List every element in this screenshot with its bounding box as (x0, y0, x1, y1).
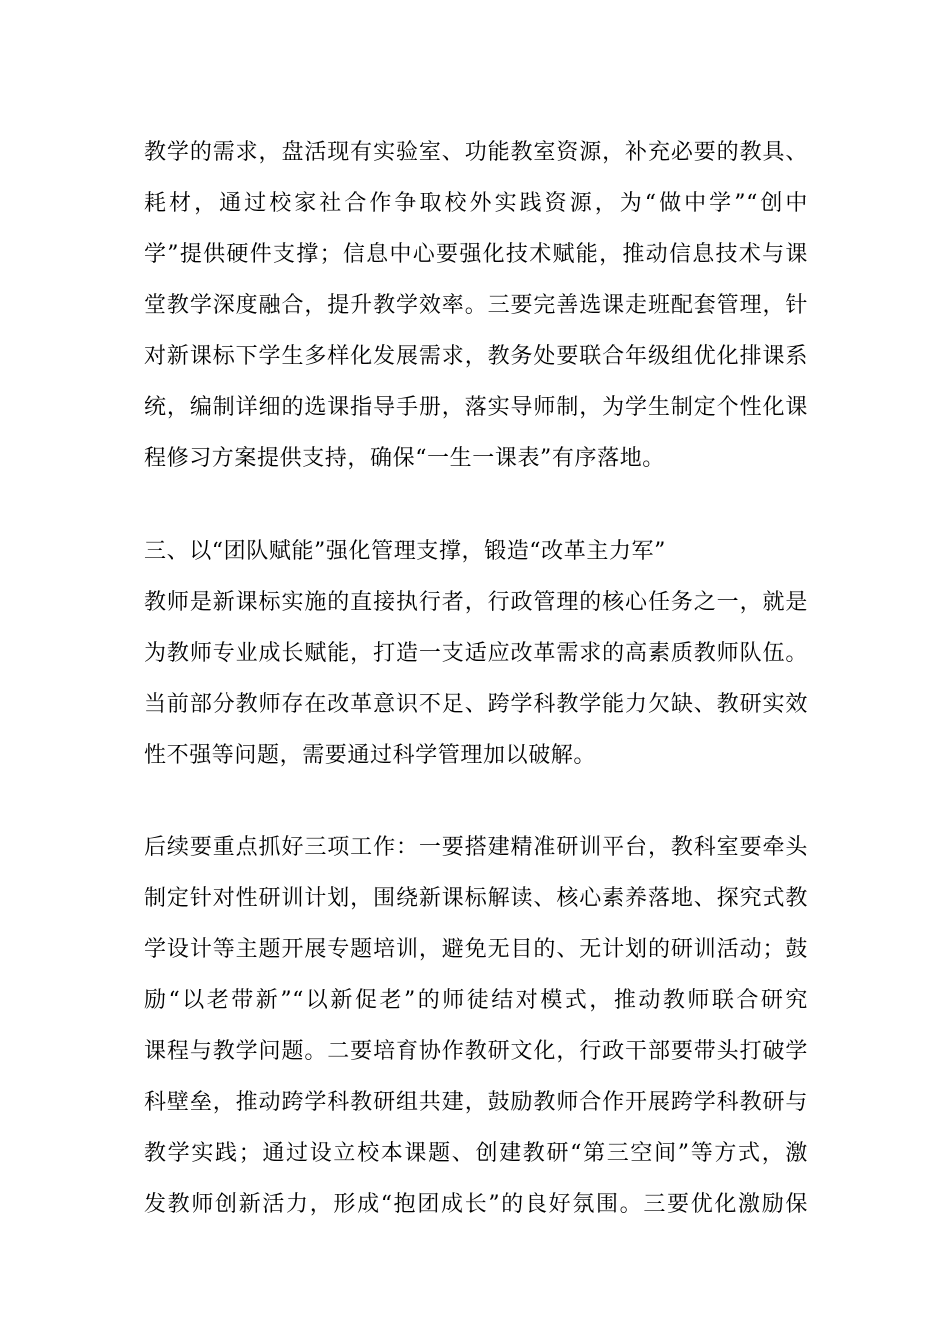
paragraph-teachers (144, 577, 808, 781)
paragraph-line: 教学实践；通过设立校本课题、创建教研“第三空间”等方式，激 (144, 1141, 808, 1166)
paragraph-line: 性不强等问题，需要通过科学管理加以破解。 (144, 743, 597, 768)
paragraph-line: 对新课标下学生多样化发展需求，教务处要联合年级组优化排课系 (144, 344, 808, 369)
paragraph-line: 统，编制详细的选课指导手册，落实导师制，为学生制定个性化课 (144, 395, 808, 420)
section-heading-text: 三、以“团队赋能”强化管理支撑，锻造“改革主力军” (144, 539, 666, 564)
paragraph-followup (144, 822, 808, 1230)
paragraph-line: 学”提供硬件支撑；信息中心要强化技术赋能，推动信息技术与课 (144, 242, 808, 267)
paragraph-line: 教师是新课标实施的直接执行者，行政管理的核心任务之一，就是 (144, 590, 808, 615)
paragraph-line: 耗材，通过校家社合作争取校外实践资源，为“做中学”“创中 (144, 191, 808, 216)
paragraph-line: 制定针对性研训计划，围绕新课标解读、核心素养落地、探究式教 (144, 886, 808, 911)
paragraph-line: 学设计等主题开展专题培训，避免无目的、无计划的研训活动；鼓 (144, 937, 808, 962)
section-heading (144, 526, 808, 577)
paragraph-line: 程修习方案提供支持，确保“一生一课表”有序落地。 (144, 446, 665, 471)
paragraph-line: 堂教学深度融合，提升教学效率。三要完善选课走班配套管理，针 (144, 293, 808, 318)
paragraph-line: 为教师专业成长赋能，打造一支适应改革需求的高素质教师队伍。 (144, 641, 808, 666)
paragraph-line: 课程与教学问题。二要培育协作教研文化，行政干部要带头打破学 (144, 1039, 808, 1064)
paragraph-resources (144, 127, 808, 484)
paragraph-line: 励“以老带新”“以新促老”的师徒结对模式，推动教师联合研究 (144, 988, 808, 1013)
paragraph-line: 教学的需求，盘活现有实验室、功能教室资源，补充必要的教具、 (144, 140, 808, 165)
paragraph-line: 发教师创新活力，形成“抱团成长”的良好氛围。三要优化激励保 (144, 1192, 808, 1217)
paragraph-line: 科壁垒，推动跨学科教研组共建，鼓励教师合作开展跨学科教研与 (144, 1090, 808, 1115)
paragraph-line: 当前部分教师存在改革意识不足、跨学科教学能力欠缺、教研实效 (144, 692, 808, 717)
paragraph-line: 后续要重点抓好三项工作：一要搭建精准研训平台，教科室要牵头 (144, 835, 808, 860)
